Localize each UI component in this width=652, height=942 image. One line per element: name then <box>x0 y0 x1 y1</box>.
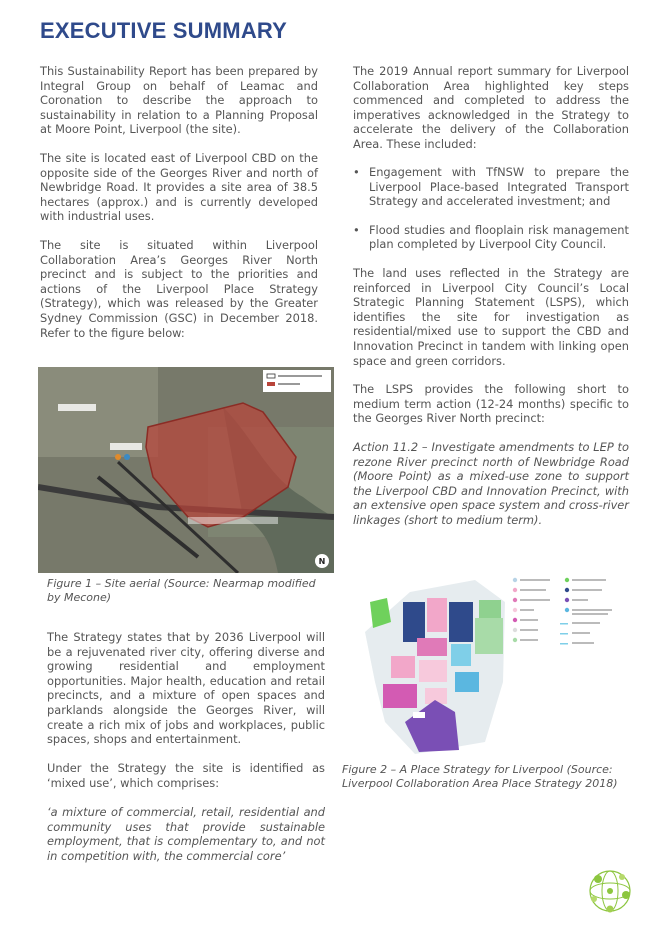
site-aerial-map <box>38 367 334 573</box>
strategy-vision-paragraph: The Strategy states that by 2036 Liverpool will be a rejuvenated river city, offering diverse and growing residential and employment opportunities. Major health, education and retail precincts, and a mixture of open spaces and parklands alongside the Georges River, will create a rich mix of jobs and workplaces, public spaces, shops and entertainment. <box>47 630 325 747</box>
intro-paragraph: This Sustainability Report has been prepared by Integral Group on behalf of Leamac and Coronation to describe the approach to sustainability in relation to a Planning Proposal at Moore Point, Liverpool (the site). <box>40 64 318 137</box>
mixed-use-paragraph: Under the Strategy the site is identified as ‘mixed use’, which comprises: <box>47 761 325 790</box>
north-arrow-icon: N <box>318 557 326 566</box>
lsps-action-intro: The LSPS provides the following short to medium term action (12-24 months) specific to the Georges River North precinct: <box>353 382 629 426</box>
logo-icon <box>584 865 636 917</box>
page-title: EXECUTIVE SUMMARY <box>40 18 288 43</box>
list-item: • Engagement with TfNSW to prepare the Liverpool Place-based Integrated Transport Strategy and accelerated investment; and <box>353 165 629 209</box>
lsps-paragraph: The land uses reflected in the Strategy are reinforced in Liverpool City Council’s Local Strategic Planning Statement (LSPS), which identifies the site for investigation as residential/mixed use to support the CBD and Innovation Precinct in tandem with linking open space and green corridors. <box>353 266 629 368</box>
list-item: • Flood studies and flooplain risk management plan completed by Liverpool City Council. <box>353 223 629 252</box>
annual-report-paragraph: The 2019 Annual report summary for Liverpool Collaboration Area highlighted key steps commenced and completed to address the imperatives acknowledged in the Strategy to accelerate the delivery of the Collaboration Area. These included: <box>353 64 629 151</box>
integral-group-logo <box>584 865 636 917</box>
collaboration-area-paragraph: The site is situated within Liverpool Collaboration Area’s Georges River North precinct and is subject to the priorities and actions of the Liverpool Place Strategy (Strategy), which was released by the Greater Sydney Commission (GSC) in December 2018. Refer to the figure below: <box>40 238 318 340</box>
mixed-use-quote: ‘a mixture of commercial, retail, residential and community uses that provide sustainable employment, that is complementary to, and not in competition with, the commercial core’ <box>47 805 325 863</box>
site-location-paragraph: The site is located east of Liverpool CBD on the opposite side of the Georges River and north of Newbridge Road. It provides a site area of 38.5 hectares (approx.) and is currently developed with industrial uses. <box>40 151 318 224</box>
figure-1-site-aerial <box>38 367 334 573</box>
steps-list <box>353 165 629 266</box>
figure-1-caption: Figure 1 – Site aerial (Source: Nearmap modified by Mecone) <box>47 577 316 605</box>
place-strategy-map <box>355 572 635 758</box>
action-11-2: Action 11.2 – Investigate amendments to LEP to rezone River precinct north of Newbridge Road (Moore Point) as a mixed-use zone to support the Liverpool CBD and Innovation Precinct, with an extensive open space system and cross-river linkages (short to medium term). <box>353 440 629 527</box>
figure-2-caption: Figure 2 – A Place Strategy for Liverpool (Source: Liverpool Collaboration Area Place Strategy 2018) <box>342 763 618 791</box>
figure-2-place-strategy-map <box>355 572 635 758</box>
